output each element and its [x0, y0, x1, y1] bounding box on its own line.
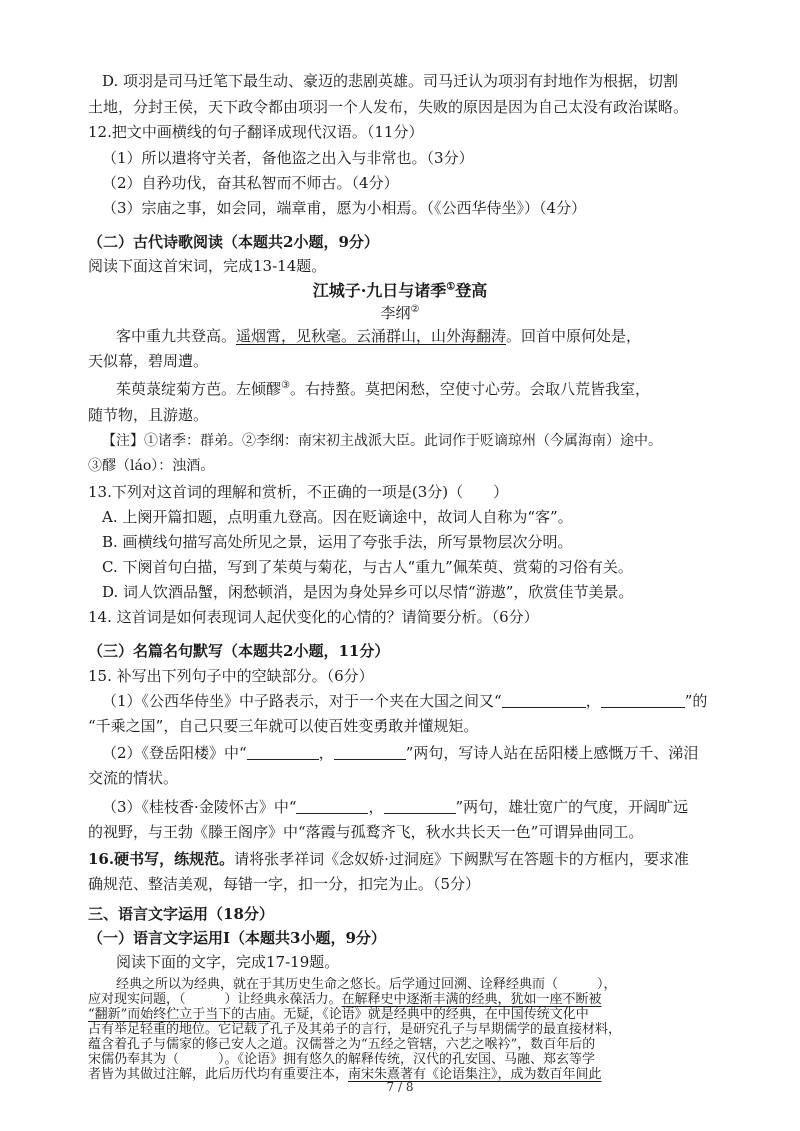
passage-line4: 占有举足轻重的地位。它记载了孔子及其弟子的言行，是研究孔子与早期儒学的最直接材料， — [88, 1022, 622, 1037]
q15-item3-line2: 的视野，与王勃《滕王阁序》中“落霞与孤鹜齐飞，秋水共长天一色”可谓异曲同工。 — [88, 823, 644, 841]
poem-note-mark: ③ — [281, 380, 290, 391]
q11-option-d-line2: 土地，分封王侯，天下政令都由项羽一个人发布，失败的原因是因为自己太没有政治谋略。 — [88, 98, 689, 116]
passage-line3 — [88, 1007, 740, 1022]
q15-item1-line1 — [102, 690, 740, 712]
q16-line1 — [88, 848, 740, 870]
q12-sentence-3: （3）宗庙之事，如会同，端章甫，愿为小相焉。（《公西华侍坐》）（4分） — [102, 199, 587, 217]
q15-item1-line2: “千乘之国”，自己只要三年就可以使百姓变勇敢并懂规矩。 — [88, 717, 479, 735]
q13-option-a: A. 上阕开篇扣题，点明重九登高。因在贬谪途中，故词人自称为“客”。 — [102, 508, 573, 526]
passage-line5 — [88, 1037, 740, 1052]
q15-text: ， — [318, 744, 334, 762]
passage-line6 — [88, 1052, 740, 1067]
answer-blank[interactable] — [384, 797, 456, 814]
passage-text: 。无疑，《论语》就是经典中的经典，在中国传统文化中 — [270, 1007, 589, 1022]
answer-blank[interactable] — [334, 743, 406, 760]
q12-stem: 12.把文中画横线的句子翻译成现代汉语。（11分） — [88, 123, 424, 141]
poem-underlined-text: 遥烟霄，见秋毫。云涌群山，山外海翻涛 — [236, 327, 507, 345]
passage-underlined-text: 在解释史中逐渐丰满的经典，犹如一座不断被 — [341, 992, 602, 1007]
q11-option-d-line1: D. 项羽是司马迁笔下最生动、豪迈的悲剧英雄。司马迁认为项羽有封地作为根据，切割 — [102, 72, 679, 90]
answer-blank[interactable] — [247, 743, 319, 760]
q15-item2-line1 — [102, 742, 740, 764]
poem-author-name: 李纲 — [380, 304, 411, 322]
passage-line1: 经典之所以为经典，就在于其历史生命之悠长。后学通过回溯、诠释经典而（ ）， — [116, 977, 617, 992]
q13-stem: 13.下列对这首词的理解和赏析，不正确的一项是(3分)（ ） — [88, 483, 509, 501]
poem-title-part1: 江城子·九日与诸季 — [312, 281, 447, 300]
part-3-subheading: （一）语言文字运用Ⅰ（本题共3小题，9分） — [88, 929, 386, 947]
q15-text: （2）《登岳阳楼》中“ — [102, 744, 247, 762]
passage-text: 蕴含着孔子与儒家的修己安人之道。汉儒誉之为“五经之管辖，六艺之喉衿”，数百年后的 — [88, 1037, 596, 1052]
q16-line2: 确规范、整洁美观，每错一字，扣一分，扣完为止。（5分） — [88, 875, 481, 893]
q15-item3-line1 — [102, 796, 740, 818]
answer-blank[interactable] — [296, 797, 368, 814]
poem-author-note-mark: ② — [410, 304, 420, 315]
poem-stanza2-line1 — [116, 378, 740, 400]
section-2-heading: （二）古代诗歌阅读（本题共2小题，9分） — [88, 233, 379, 251]
passage-line2 — [88, 992, 740, 1007]
part-3-intro: 阅读下面的文字，完成17-19题。 — [116, 953, 340, 971]
poem-stanza1-line2: 天似幕，碧周遭。 — [88, 352, 209, 370]
q13-option-b: B. 画横线句描写高处所见之景，运用了夸张手法，所写景物层次分明。 — [102, 533, 573, 551]
passage-underlined-text: “翻新”而始终伫立于当下的古庙 — [88, 1007, 271, 1022]
poem-title-note-mark: ① — [446, 281, 456, 293]
poem-note-line2: ③醪（láo）：浊酒。 — [88, 458, 215, 474]
q16-text: 请将张孝祥词《念奴娇·过洞庭》下阙默写在答题卡的方框内，要求准 — [234, 850, 689, 868]
q15-text: ， — [368, 798, 384, 816]
poem-stanza1-line1 — [116, 325, 740, 347]
q15-text: ”两句，写诗人站在岳阳楼上感慨万千、涕泪 — [405, 744, 699, 762]
q12-sentence-1: （1）所以遣将守关者，备他盗之出入与非常也。（3分） — [102, 149, 474, 167]
poem-stanza2-line2: 随节物，且游遨。 — [88, 406, 209, 424]
poem-title-part2: 登高 — [455, 281, 488, 300]
poem-text: 。回首中原何处是， — [506, 327, 642, 345]
answer-blank[interactable] — [502, 691, 586, 708]
q15-item2-line2: 交流的情状。 — [88, 769, 179, 787]
poem-text: 。右持螯。莫把闲愁，空使寸心劳。会取八荒皆我室， — [289, 380, 650, 398]
q15-text: ”的 — [684, 692, 708, 710]
q13-option-c: C. 下阕首句白描，写到了茱萸与菊花，与古人“重九”佩茱萸、赏菊的习俗有关。 — [102, 558, 633, 576]
q15-stem: 15. 补写出下列句子中的空缺部分。（6分） — [88, 667, 374, 685]
poem-text: 茱萸菉绽菊方芭。左倾醪 — [116, 380, 282, 398]
q16-lead: 16.硬书写，练规范。 — [88, 850, 235, 868]
passage-text: 应对现实问题，（ ）让经典永葆活力。 — [88, 992, 342, 1007]
q13-option-d: D. 词人饮酒品蟹，闲愁顿消，是因为身处异乡可以尽情“游遨”，欣赏佳节美景。 — [102, 583, 634, 601]
section-3-heading: （三）名篇名句默写（本题共2小题，11分） — [88, 642, 390, 660]
passage-text: 者皆为其做过注解，此后历代均有重要注本， — [88, 1067, 349, 1082]
passage-text: 宋儒仍奉其为（ ）。《论语》拥有悠久的解释传统，汉代的孔安国、马融、郑玄等学 — [88, 1052, 596, 1067]
passage-underlined-text: 南宋朱熹著有《论语集注》，成为数百年间此 — [348, 1067, 602, 1082]
q15-text: （1）《公西华侍坐》中子路表示，对于一个夹在大国之间又“ — [102, 692, 502, 710]
poem-note-line1: 【注】①诸季：群弟。②李纲：南宋初主战派大臣。此词作于贬谪琼州（今属海南）途中。 — [102, 433, 662, 449]
poem-author — [0, 302, 800, 324]
q12-sentence-2: （2）自矜功伐，奋其私智而不师古。（4分） — [102, 174, 399, 192]
q15-text: ， — [585, 692, 601, 710]
part-3-heading: 三、语言文字运用（18分） — [88, 905, 274, 923]
answer-blank[interactable] — [601, 691, 685, 708]
poem-text: 客中重九共登高。 — [116, 327, 237, 345]
q14-stem: 14. 这首词是如何表现词人起伏变化的心情的？请简要分析。（6分） — [88, 608, 539, 626]
poem-title — [0, 280, 800, 302]
section-2-intro: 阅读下面这首宋词，完成13-14题。 — [88, 257, 327, 275]
q15-text: ”两句，雄壮宽广的气度，开阔旷远 — [455, 798, 689, 816]
page-number: 7 / 8 — [386, 1080, 414, 1094]
q15-text: （3）《桂枝香·金陵怀古》中“ — [102, 798, 297, 816]
